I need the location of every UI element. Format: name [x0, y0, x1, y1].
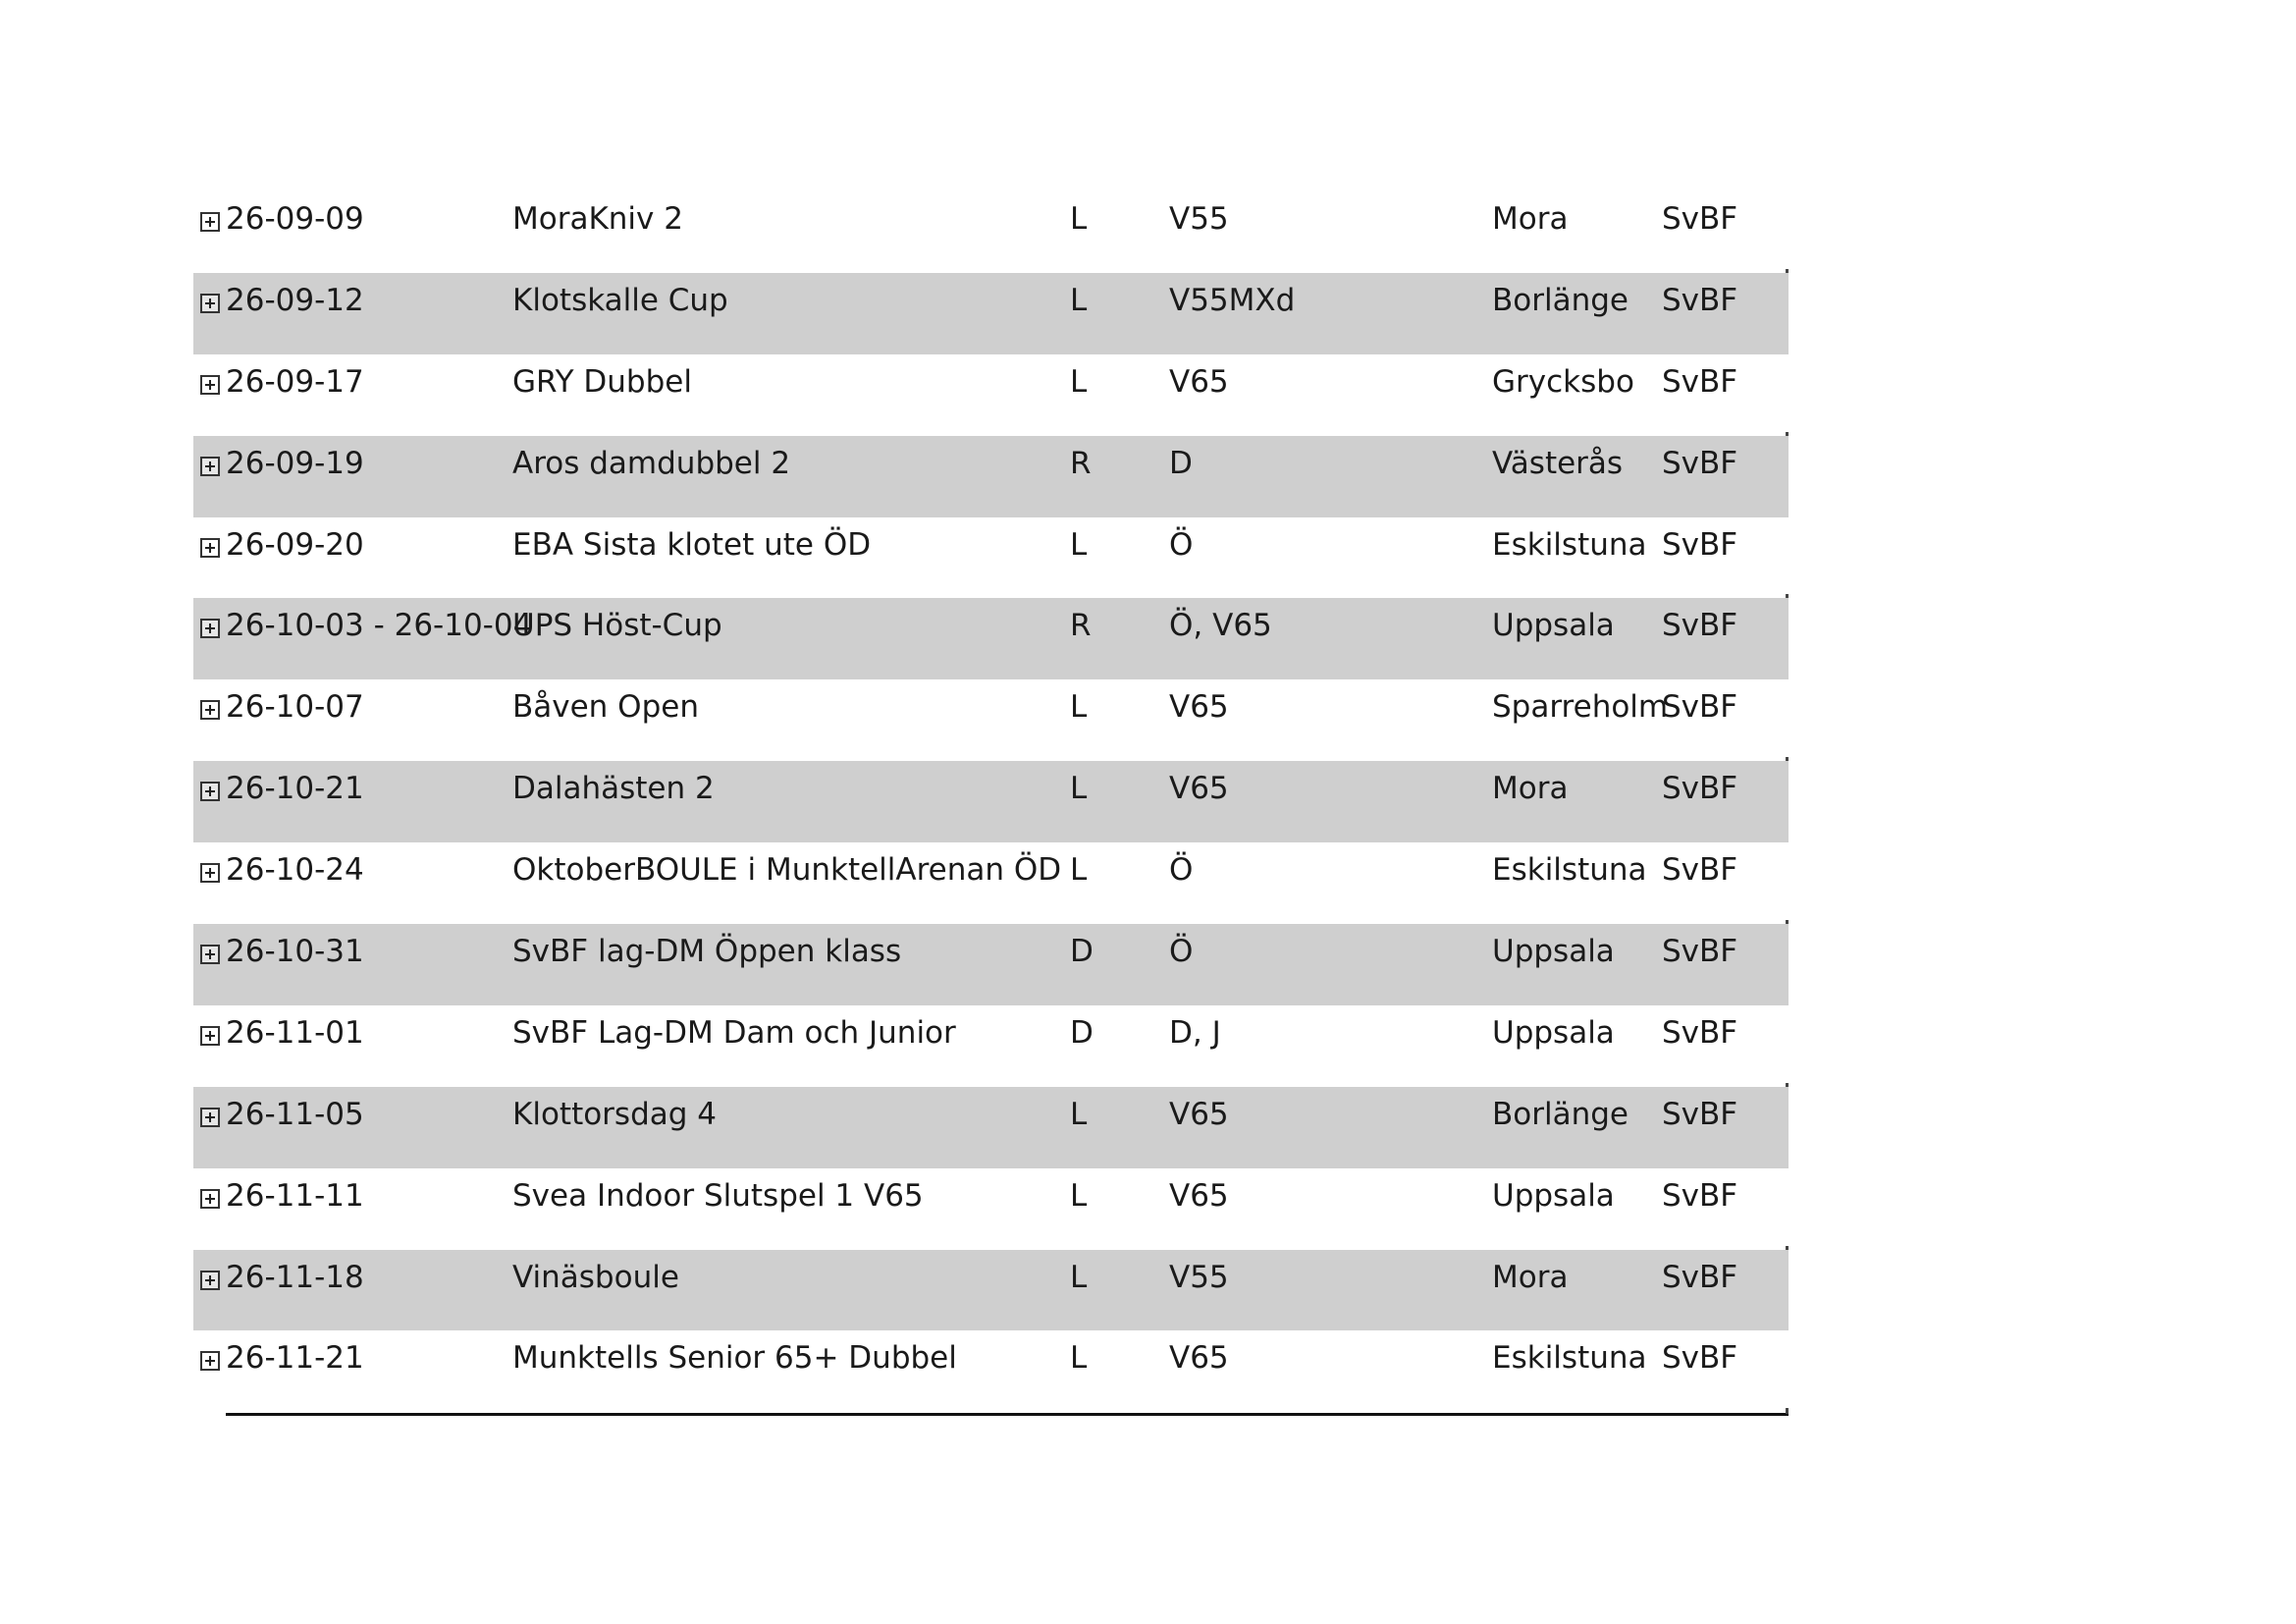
event-class: V55 [1169, 201, 1229, 237]
event-name: Aros damdubbel 2 [512, 445, 791, 481]
event-schedule-table [193, 191, 1789, 1412]
event-place: Mora [1492, 1259, 1569, 1295]
event-date: 26-11-05 [226, 1096, 364, 1132]
event-type: L [1070, 201, 1088, 237]
event-name: Klottorsdag 4 [512, 1096, 718, 1132]
event-organizer: SvBF [1662, 1014, 1738, 1051]
event-type: R [1070, 608, 1092, 644]
event-name: Vinäsboule [512, 1259, 679, 1295]
table-row [193, 436, 1789, 517]
event-date: 26-09-20 [226, 526, 364, 563]
event-date: 26-09-09 [226, 201, 364, 237]
event-place: Uppsala [1492, 1014, 1615, 1051]
event-name: Båven Open [512, 689, 699, 726]
event-class: Ö [1169, 526, 1194, 563]
event-class: V65 [1169, 1096, 1229, 1132]
event-organizer: SvBF [1662, 445, 1738, 481]
table-row [193, 761, 1789, 842]
expand-row-icon[interactable] [200, 863, 220, 883]
event-class: D [1169, 445, 1193, 481]
event-date: 26-11-18 [226, 1259, 364, 1295]
event-date: 26-10-03 - 26-10-04 [226, 608, 533, 644]
event-name: UPS Höst-Cup [512, 608, 722, 644]
expand-row-icon[interactable] [200, 1351, 220, 1371]
expand-row-icon[interactable] [200, 457, 220, 476]
expand-row-icon[interactable] [200, 782, 220, 801]
event-name: Munktells Senior 65+ Dubbel [512, 1340, 957, 1377]
table-row [193, 1250, 1789, 1331]
event-type: L [1070, 1177, 1088, 1214]
event-organizer: SvBF [1662, 608, 1738, 644]
event-date: 26-09-12 [226, 282, 364, 318]
event-place: Uppsala [1492, 934, 1615, 970]
expand-row-icon[interactable] [200, 212, 220, 232]
table-row [193, 1330, 1789, 1412]
event-name: GRY Dubbel [512, 363, 692, 400]
table-row [193, 1168, 1789, 1250]
table-row [193, 517, 1789, 599]
expand-row-icon[interactable] [200, 538, 220, 558]
event-date: 26-11-21 [226, 1340, 364, 1377]
expand-row-icon[interactable] [200, 619, 220, 638]
event-place: Grycksbo [1492, 363, 1634, 400]
table-row [193, 1087, 1789, 1168]
event-class: Ö [1169, 852, 1194, 889]
event-organizer: SvBF [1662, 1096, 1738, 1132]
expand-row-icon[interactable] [200, 1271, 220, 1290]
table-row [193, 679, 1789, 761]
event-place: Uppsala [1492, 1177, 1615, 1214]
event-type: L [1070, 1096, 1088, 1132]
event-organizer: SvBF [1662, 852, 1738, 889]
event-name: EBA Sista klotet ute ÖD [512, 526, 872, 563]
table-row [193, 842, 1789, 924]
event-type: D [1070, 1014, 1094, 1051]
event-type: L [1070, 689, 1088, 726]
event-class: V65 [1169, 363, 1229, 400]
event-class: Ö, V65 [1169, 608, 1272, 644]
event-type: L [1070, 282, 1088, 318]
event-name: SvBF lag-DM Öppen klass [512, 934, 902, 970]
expand-row-icon[interactable] [200, 1189, 220, 1209]
event-date: 26-10-21 [226, 771, 364, 807]
event-name: Dalahästen 2 [512, 771, 715, 807]
event-type: L [1070, 771, 1088, 807]
event-type: L [1070, 852, 1088, 889]
event-place: Eskilstuna [1492, 852, 1647, 889]
event-type: L [1070, 526, 1088, 563]
table-row [193, 924, 1789, 1005]
event-place: Eskilstuna [1492, 526, 1647, 563]
event-organizer: SvBF [1662, 201, 1738, 237]
event-organizer: SvBF [1662, 934, 1738, 970]
event-organizer: SvBF [1662, 689, 1738, 726]
event-type: L [1070, 1340, 1088, 1377]
table-row [193, 273, 1789, 354]
event-date: 26-10-07 [226, 689, 364, 726]
event-organizer: SvBF [1662, 1340, 1738, 1377]
event-organizer: SvBF [1662, 1259, 1738, 1295]
expand-row-icon[interactable] [200, 945, 220, 964]
event-name: Svea Indoor Slutspel 1 V65 [512, 1177, 924, 1214]
event-place: Borlänge [1492, 282, 1629, 318]
event-name: Klotskalle Cup [512, 282, 728, 318]
event-organizer: SvBF [1662, 363, 1738, 400]
event-organizer: SvBF [1662, 282, 1738, 318]
event-class: V65 [1169, 1340, 1229, 1377]
event-type: L [1070, 1259, 1088, 1295]
event-place: Borlänge [1492, 1096, 1629, 1132]
event-date: 26-10-24 [226, 852, 364, 889]
event-type: D [1070, 934, 1094, 970]
event-place: Mora [1492, 201, 1569, 237]
event-organizer: SvBF [1662, 1177, 1738, 1214]
event-name: MoraKniv 2 [512, 201, 683, 237]
table-bottom-rule [226, 1413, 1789, 1416]
event-organizer: SvBF [1662, 771, 1738, 807]
event-date: 26-10-31 [226, 934, 364, 970]
event-type: L [1070, 363, 1088, 400]
event-date: 26-09-17 [226, 363, 364, 400]
event-class: V65 [1169, 1177, 1229, 1214]
event-class: V65 [1169, 771, 1229, 807]
event-place: Västerås [1492, 445, 1624, 481]
event-place: Uppsala [1492, 608, 1615, 644]
table-row [193, 191, 1789, 273]
event-place: Eskilstuna [1492, 1340, 1647, 1377]
table-row [193, 598, 1789, 679]
expand-row-icon[interactable] [200, 375, 220, 395]
expand-row-icon[interactable] [200, 294, 220, 313]
event-name: SvBF Lag-DM Dam och Junior [512, 1014, 956, 1051]
expand-row-icon[interactable] [200, 700, 220, 720]
event-place: Sparreholm [1492, 689, 1669, 726]
expand-row-icon[interactable] [200, 1108, 220, 1127]
event-date: 26-11-01 [226, 1014, 364, 1051]
event-date: 26-11-11 [226, 1177, 364, 1214]
event-class: D, J [1169, 1014, 1221, 1051]
event-organizer: SvBF [1662, 526, 1738, 563]
event-class: V65 [1169, 689, 1229, 726]
event-class: Ö [1169, 934, 1194, 970]
event-type: R [1070, 445, 1092, 481]
event-class: V55 [1169, 1259, 1229, 1295]
event-class: V55MXd [1169, 282, 1296, 318]
event-place: Mora [1492, 771, 1569, 807]
expand-row-icon[interactable] [200, 1026, 220, 1046]
event-name: OktoberBOULE i MunktellArenan ÖD [512, 852, 1062, 889]
event-date: 26-09-19 [226, 445, 364, 481]
table-row [193, 1005, 1789, 1087]
table-row [193, 354, 1789, 436]
